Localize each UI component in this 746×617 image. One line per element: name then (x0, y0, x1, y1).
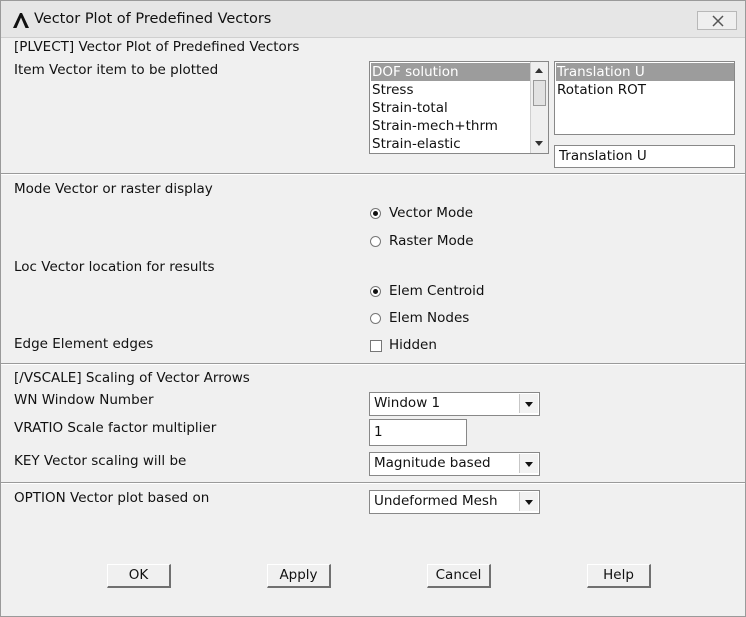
key-scaling-select[interactable] (369, 452, 540, 476)
elem-centroid-radio[interactable] (370, 286, 381, 297)
separator (1, 482, 745, 484)
chevron-down-icon[interactable] (519, 454, 538, 473)
list-item[interactable]: Strain-elastic (372, 136, 461, 152)
window-number-value: Window 1 (374, 395, 441, 411)
item-component-list[interactable] (554, 61, 735, 135)
ok-button[interactable]: OK (107, 564, 171, 588)
cancel-button[interactable]: Cancel (427, 564, 491, 588)
key-label: KEY Vector scaling will be (14, 453, 187, 469)
scroll-down-icon[interactable] (535, 141, 543, 146)
plvect-header: [PLVECT] Vector Plot of Predefined Vectors (14, 39, 300, 55)
wn-label: WN Window Number (14, 392, 154, 408)
raster-mode-radio[interactable] (370, 236, 381, 247)
window-title: Vector Plot of Predefined Vectors (34, 11, 272, 27)
option-select[interactable] (369, 490, 540, 514)
hidden-checkbox-label[interactable]: Hidden (389, 337, 437, 353)
separator (1, 363, 745, 365)
raster-mode-label[interactable]: Raster Mode (389, 233, 474, 249)
option-label: OPTION Vector plot based on (14, 490, 210, 506)
edge-label: Edge Element edges (14, 336, 154, 352)
chevron-down-icon[interactable] (519, 492, 538, 511)
close-icon (712, 15, 724, 27)
list-item[interactable]: Strain-mech+thrm (372, 118, 498, 134)
elem-nodes-label[interactable]: Elem Nodes (389, 310, 470, 326)
separator (1, 173, 745, 175)
vector-mode-radio[interactable] (370, 208, 381, 219)
elem-centroid-label[interactable]: Elem Centroid (389, 283, 485, 299)
close-button[interactable] (697, 11, 737, 30)
chevron-down-icon[interactable] (519, 394, 538, 413)
item-selection-field[interactable]: Translation U (554, 145, 735, 168)
key-scaling-value: Magnitude based (374, 455, 491, 471)
ansys-logo-icon (12, 11, 30, 29)
item-label: Item Vector item to be plotted (14, 62, 219, 78)
scroll-thumb[interactable] (533, 80, 546, 106)
loc-label: Loc Vector location for results (14, 259, 215, 275)
vratio-label: VRATIO Scale factor multiplier (14, 420, 217, 436)
mode-label: Mode Vector or raster display (14, 181, 213, 197)
list-item[interactable]: Strain-total (372, 100, 448, 116)
scroll-up-icon[interactable] (535, 68, 543, 73)
item-category-list[interactable] (369, 61, 549, 154)
title-bar[interactable] (1, 1, 745, 38)
vector-mode-label[interactable]: Vector Mode (389, 205, 474, 221)
option-value: Undeformed Mesh (374, 493, 498, 509)
vratio-input[interactable]: 1 (369, 419, 467, 446)
help-button[interactable]: Help (587, 564, 651, 588)
list-item[interactable]: Translation U (556, 63, 734, 81)
hidden-checkbox[interactable] (370, 340, 382, 352)
list-item[interactable]: DOF solution (371, 63, 531, 81)
list-item[interactable]: Stress (372, 82, 414, 98)
item-list-scrollbar[interactable] (530, 62, 548, 153)
vscale-header: [/VSCALE] Scaling of Vector Arrows (14, 370, 250, 386)
window-number-select[interactable] (369, 392, 540, 416)
list-item[interactable]: Rotation ROT (557, 82, 647, 98)
elem-nodes-radio[interactable] (370, 313, 381, 324)
apply-button[interactable]: Apply (267, 564, 331, 588)
